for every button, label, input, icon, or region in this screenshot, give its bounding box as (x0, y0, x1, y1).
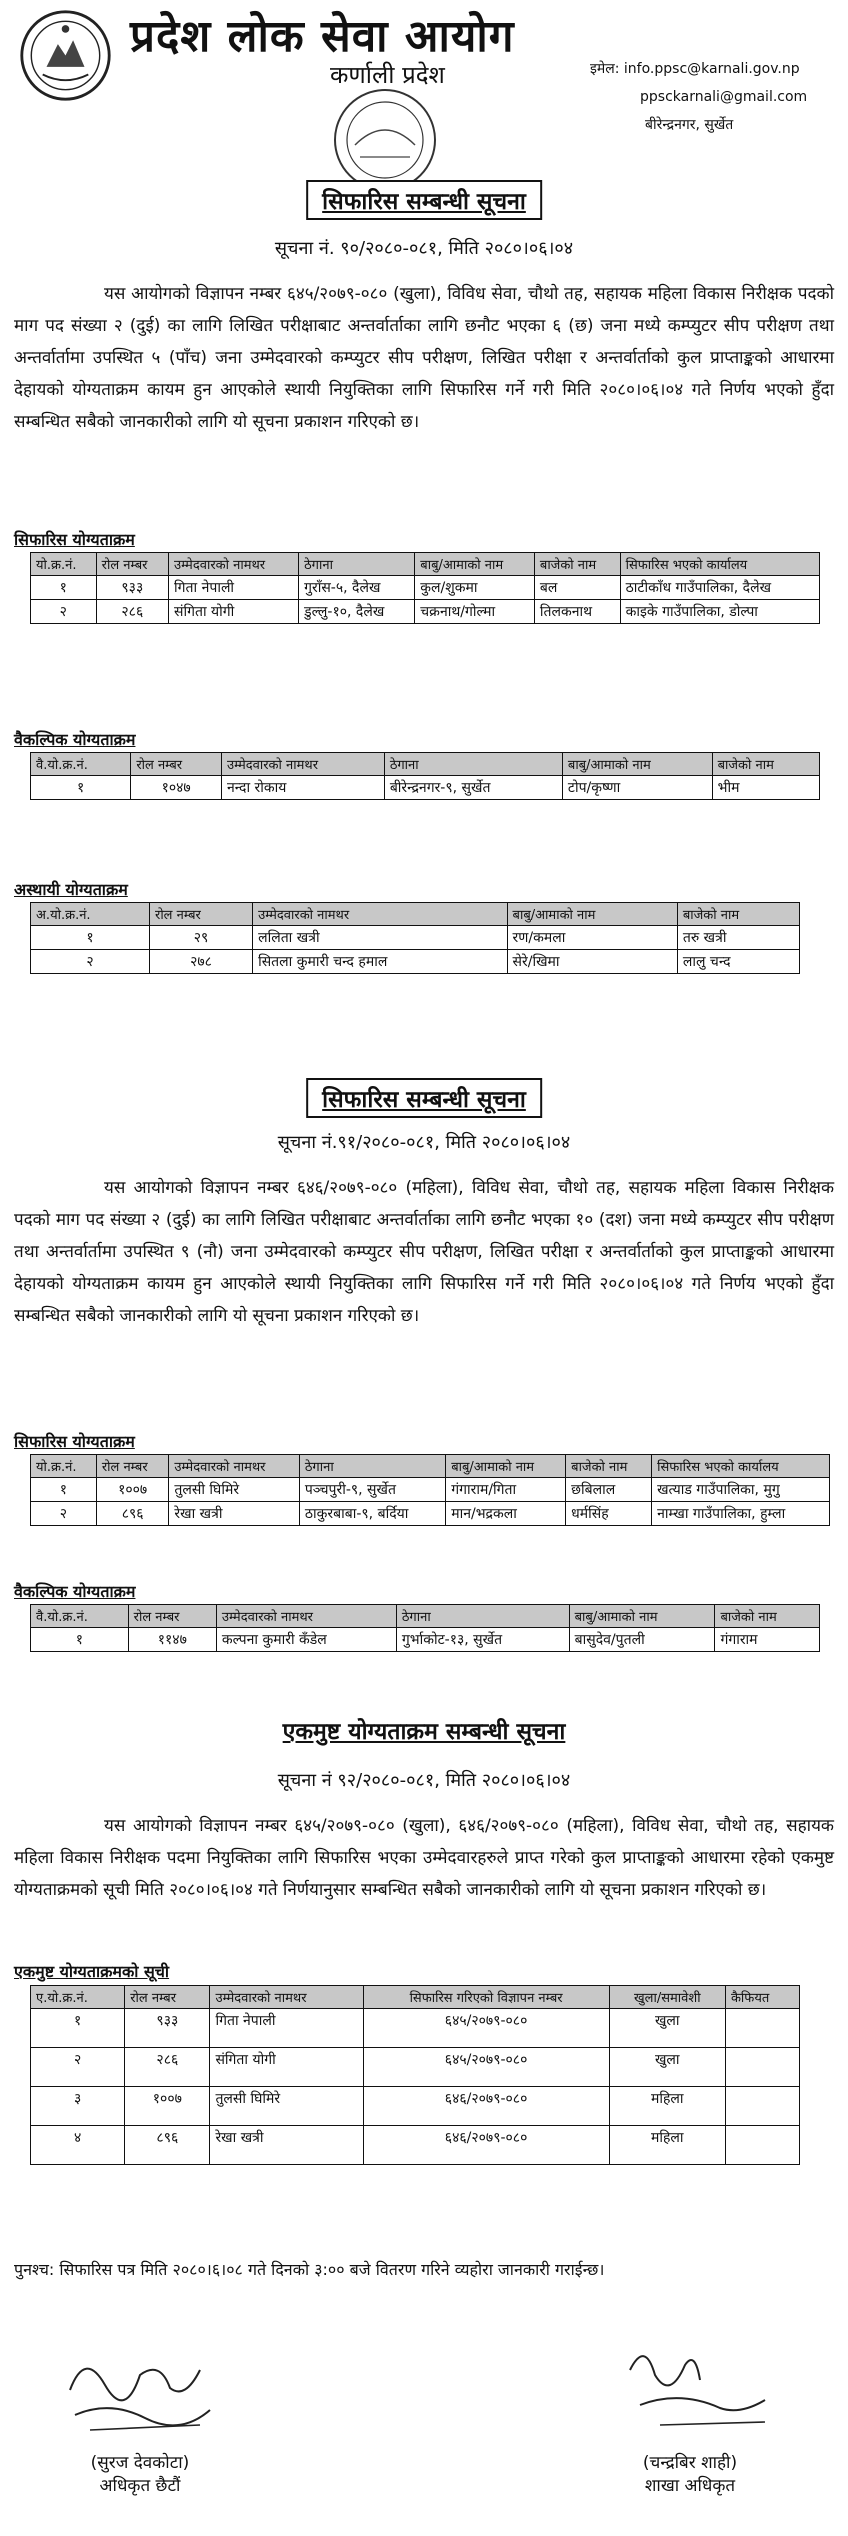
handwritten-signature-icon (50, 2330, 230, 2450)
table-row (31, 950, 800, 974)
email-secondary: ppsckarnali@gmail.com (640, 89, 808, 105)
table-cell: कुल/शुकमा (415, 576, 535, 600)
table-cell: ठाकुरबाबा-९, बर्दिया (299, 1502, 445, 1526)
table-row (31, 2087, 800, 2126)
notice1-body: यस आयोगको विज्ञापन नम्बर ६४५/२०७९-०८० (खुला), विविध सेवा, चौथो तह, सहायक महिला विकास निरीक्षक पदको माग पद संख्या २ (दुई) का लागि लिखित परीक्षाबाट अन्तर्वार्ताका लागि छनौट भएका ६ (छ) जना मध्ये कम्प्युटर सीप परीक्षण तथा अन्तर्वार्तामा उपस्थित ५ (पाँच) जना उम्मेदवारको कम्प्युटर सीप परीक्षण, लिखित परीक्षा र अन्तर्वार्ताको कुल प्राप्ताङ्कको आधारमा देहायको योग्यताक्रम कायम हुन आएकोले स्थायी नियुक्तिका लागि सिफारिस गर्ने गरी मिति २०८०।०६।०४ गते निर्णय भएको हुँदा सम्बन्धित सबैको जानकारीको लागि यो सूचना प्रकाशन गरिएको छ। (14, 284, 834, 432)
table-cell: खत्याड गाउँपालिका, मुगु (652, 1478, 830, 1502)
table-cell: सेरे/खिमा (507, 950, 677, 974)
province-name: कर्णाली प्रदेश (330, 61, 445, 89)
table-cell: रण/कमला (507, 926, 677, 950)
table-row (31, 2009, 800, 2048)
signatory-left-name: (सुरज देवकोटा) (90, 2453, 190, 2473)
org-name: प्रदेश लोक सेवा आयोग (130, 11, 515, 62)
column-header: बाबु/आमाको नाम (415, 553, 535, 576)
letterhead (0, 0, 848, 170)
table-cell: काइके गाउँपालिका, डोल्पा (620, 600, 819, 624)
table-cell: ६४६/२०७९-०८० (363, 2087, 609, 2126)
column-header: बाजेको नाम (715, 1605, 820, 1628)
notice2-body: यस आयोगको विज्ञापन नम्बर ६४६/२०७९-०८० (महिला), विविध सेवा, चौथो तह, सहायक महिला विकास निरीक्षक पदको माग पद संख्या २ (दुई) का लागि लिखित परीक्षाबाट अन्तर्वार्ताका लागि छनौट भएका १० (दश) जना मध्ये कम्प्युटर सीप परीक्षण तथा अन्तर्वार्तामा उपस्थित ९ (नौ) जना उम्मेदवारको कम्प्युटर सीप परीक्षण, लिखित परीक्षा र अन्तर्वार्ताको कुल प्राप्ताङ्कको आधारमा देहायको योग्यताक्रम कायम हुन आएकोले स्थायी नियुक्तिका लागि सिफारिस गर्ने गरी मिति २०८०।०६।०४ गते निर्णय भएको हुँदा सम्बन्धित सबैको जानकारीको लागि यो सूचना प्रकाशन गरिएको छ। (14, 1178, 834, 1326)
table-cell: ३ (31, 2087, 125, 2126)
table-cell: बीरेन्द्रनगर-९, सुर्खेत (384, 776, 562, 800)
column-header: बाजेको नाम (534, 553, 620, 576)
table-cell: १ (31, 576, 97, 600)
column-header: अ.यो.क्र.नं. (31, 903, 150, 926)
column-header: यो.क्र.नं. (31, 1455, 97, 1478)
office-seal-icon (330, 85, 440, 195)
column-header: बाबु/आमाको नाम (569, 1605, 715, 1628)
notice1-temp-table (30, 902, 800, 974)
table-cell: रेखा खत्री (169, 1502, 299, 1526)
table-cell: ९३३ (96, 576, 168, 600)
table-header-row (31, 1455, 830, 1478)
table-cell: महिला (609, 2126, 725, 2165)
column-header: बाजेको नाम (566, 1455, 652, 1478)
table-cell: संगिता योगी (210, 2048, 363, 2087)
table-cell: ६४५/२०७९-०८० (363, 2048, 609, 2087)
table-cell: तुलसी घिमिरे (169, 1478, 299, 1502)
notice2-alt-table (30, 1604, 820, 1652)
table-header-row (31, 903, 800, 926)
column-header: सिफारिस गरिएको विज्ञापन नम्बर (363, 1986, 609, 2009)
table-cell: खुला (609, 2009, 725, 2048)
table-cell: महिला (609, 2087, 725, 2126)
table-cell: ८९६ (96, 1502, 169, 1526)
column-header: ठेगाना (396, 1605, 569, 1628)
table-cell: १ (31, 776, 131, 800)
table-cell: गंगाराम/गिता (446, 1478, 566, 1502)
column-header: रोल नम्बर (96, 1455, 169, 1478)
table-cell: ललिता खत्री (253, 926, 507, 950)
table-cell: गुराँस-५, दैलेख (299, 576, 415, 600)
table-row (31, 926, 800, 950)
column-header: यो.क्र.नं. (31, 553, 97, 576)
column-header: रोल नम्बर (150, 903, 253, 926)
table-cell: लालु चन्द (677, 950, 799, 974)
table-cell: १०४७ (131, 776, 222, 800)
table-cell: गंगाराम (715, 1628, 820, 1652)
table-cell: २९ (150, 926, 253, 950)
notice1-rec-table (30, 552, 820, 624)
table-cell: १००७ (125, 2087, 210, 2126)
column-header: उम्मेदवारको नामथर (210, 1986, 363, 2009)
notice2-title: सिफारिस सम्बन्धी सूचना (306, 1078, 542, 1118)
table-row (31, 2126, 800, 2165)
table-cell: तुलसी घिमिरे (210, 2087, 363, 2126)
table-cell: १ (31, 1478, 97, 1502)
signature-block-right (590, 2330, 790, 2496)
table-cell: बल (534, 576, 620, 600)
table-row (31, 776, 820, 800)
table-cell: टोप/कृष्णा (562, 776, 712, 800)
column-header: वै.यो.क्र.नं. (31, 1605, 129, 1628)
table-row (31, 1502, 830, 1526)
table-row (31, 1628, 820, 1652)
column-header: बाजेको नाम (677, 903, 799, 926)
handwritten-signature-icon (600, 2330, 780, 2450)
contact-block (590, 55, 807, 139)
table-cell: नाम्खा गाउँपालिका, हुम्ला (652, 1502, 830, 1526)
table-cell: ठाटीकाँध गाउँपालिका, दैलेख (620, 576, 819, 600)
table-cell: पञ्चपुरी-९, सुर्खेत (299, 1478, 445, 1502)
table-cell: २ (31, 950, 150, 974)
notice1-title: सिफारिस सम्बन्धी सूचना (306, 180, 542, 220)
table-cell: १ (31, 926, 150, 950)
notice1-rec-label: सिफारिस योग्यताक्रम (14, 530, 135, 549)
notice3-list-label: एकमुष्ट योग्यताक्रमको सूची (14, 1962, 170, 1981)
column-header: उम्मेदवारको नामथर (253, 903, 507, 926)
office-address: बीरेन्द्रनगर, सुर्खेत (645, 117, 734, 133)
column-header: उम्मेदवारको नामथर (216, 1605, 396, 1628)
table-cell: तिलकनाथ (534, 600, 620, 624)
table-header-row (31, 753, 820, 776)
table-cell: ६४६/२०७९-०८० (363, 2126, 609, 2165)
column-header: खुला/समावेशी (609, 1986, 725, 2009)
table-cell: ९३३ (125, 2009, 210, 2048)
notice3-title: एकमुष्ट योग्यताक्रम सम्बन्धी सूचना (269, 1712, 580, 1748)
email-label: इमेल: (590, 61, 620, 77)
column-header: रोल नम्बर (131, 753, 222, 776)
nepal-emblem-icon (18, 8, 113, 103)
postscript: पुनश्च: सिफारिस पत्र मिति २०८०।६।०८ गते दिनको ३:०० बजे वितरण गरिने व्यहोरा जानकारी गराईन्छ। (14, 2260, 605, 2279)
table-cell (725, 2087, 799, 2126)
column-header: सिफारिस भएको कार्यालय (620, 553, 819, 576)
table-cell: २ (31, 2048, 125, 2087)
table-cell: ११४७ (128, 1628, 216, 1652)
table-cell: २ (31, 1502, 97, 1526)
table-cell (725, 2048, 799, 2087)
table-cell: ८९६ (125, 2126, 210, 2165)
notice3-list-table (30, 1985, 800, 2165)
table-cell: सितला कुमारी चन्द हमाल (253, 950, 507, 974)
table-cell: कल्पना कुमारी कँडेल (216, 1628, 396, 1652)
notice2-alt-label: वैकल्पिक योग्यताक्रम (14, 1582, 136, 1601)
table-cell: रेखा खत्री (210, 2126, 363, 2165)
column-header: बाबु/आमाको नाम (562, 753, 712, 776)
table-cell: १००७ (96, 1478, 169, 1502)
table-cell: २८६ (96, 600, 168, 624)
column-header: उम्मेदवारको नामथर (169, 553, 299, 576)
signatory-right-designation: शाखा अधिकृत (644, 2476, 736, 2496)
table-cell: मान/भद्रकला (446, 1502, 566, 1526)
table-cell: ४ (31, 2126, 125, 2165)
table-cell (725, 2126, 799, 2165)
column-header: सिफारिस भएको कार्यालय (652, 1455, 830, 1478)
table-cell: २ (31, 600, 97, 624)
column-header: ठेगाना (299, 553, 415, 576)
table-cell: भीम (712, 776, 819, 800)
column-header: रोल नम्बर (96, 553, 168, 576)
email-primary: info.ppsc@karnali.gov.np (623, 61, 800, 77)
table-cell: चक्रनाथ/गोल्मा (415, 600, 535, 624)
column-header: ठेगाना (384, 753, 562, 776)
column-header: ए.यो.क्र.नं. (31, 1986, 125, 2009)
notice1-alt-table (30, 752, 820, 800)
table-cell: संगिता योगी (169, 600, 299, 624)
column-header: वै.यो.क्र.नं. (31, 753, 131, 776)
table-cell: बासुदेव/पुतली (569, 1628, 715, 1652)
table-cell: डुल्लु-१०, दैलेख (299, 600, 415, 624)
table-cell: तरु खत्री (677, 926, 799, 950)
column-header: रोल नम्बर (128, 1605, 216, 1628)
table-cell: धर्मसिंह (566, 1502, 652, 1526)
notice1-alt-label: वैकल्पिक योग्यताक्रम (14, 730, 136, 749)
notice1-number: सूचना नं. ९०/२०८०-०८१, मिति २०८०।०६।०४ (274, 238, 574, 259)
table-cell: गिता नेपाली (169, 576, 299, 600)
notice2-rec-table (30, 1454, 830, 1526)
notice2-rec-label: सिफारिस योग्यताक्रम (14, 1432, 135, 1451)
column-header: बाजेको नाम (712, 753, 819, 776)
signatory-right-name: (चन्द्रबिर शाही) (642, 2453, 738, 2473)
column-header: बाबु/आमाको नाम (507, 903, 677, 926)
table-header-row (31, 553, 820, 576)
table-row (31, 1478, 830, 1502)
notice3-number: सूचना नं ९२/२०८०-०८१, मिति २०८०।०६।०४ (277, 1770, 571, 1791)
table-cell: गिता नेपाली (210, 2009, 363, 2048)
table-header-row (31, 1986, 800, 2009)
table-cell: १ (31, 1628, 129, 1652)
table-row (31, 2048, 800, 2087)
column-header: रोल नम्बर (125, 1986, 210, 2009)
table-cell: गुर्भाकोट-१३, सुर्खेत (396, 1628, 569, 1652)
table-cell (725, 2009, 799, 2048)
table-cell: छबिलाल (566, 1478, 652, 1502)
table-row (31, 600, 820, 624)
notice1-temp-label: अस्थायी योग्यताक्रम (14, 880, 128, 899)
column-header: कैफियत (725, 1986, 799, 2009)
notice2-number: सूचना नं.९१/२०८०-०८१, मिति २०८०।०६।०४ (277, 1132, 571, 1153)
signature-block-left (40, 2330, 240, 2496)
column-header: बाबु/आमाको नाम (446, 1455, 566, 1478)
table-cell: २८६ (125, 2048, 210, 2087)
table-cell: ६४५/२०७९-०८० (363, 2009, 609, 2048)
signatory-left-designation: अधिकृत छैटौं (99, 2476, 181, 2496)
table-cell: नन्दा रोकाय (221, 776, 384, 800)
column-header: उम्मेदवारको नामथर (221, 753, 384, 776)
table-cell: २७८ (150, 950, 253, 974)
column-header: ठेगाना (299, 1455, 445, 1478)
table-row (31, 576, 820, 600)
table-header-row (31, 1605, 820, 1628)
table-cell: खुला (609, 2048, 725, 2087)
notice3-body: यस आयोगको विज्ञापन नम्बर ६४५/२०७९-०८० (खुला), ६४६/२०७९-०८० (महिला), विविध सेवा, चौथो तह, सहायक महिला विकास निरीक्षक पदमा नियुक्तिका लागि सिफारिस भएका उम्मेदवारहरुले प्राप्त गरेको कुल प्राप्ताङ्कको आधारमा रहेको एकमुष्ट योग्यताक्रमको सूची मिति २०८०।०६।०४ गते निर्णयानुसार सम्बन्धित सबैको जानकारीको लागि यो सूचना प्रकाशन गरिएको छ। (14, 1816, 834, 1900)
table-cell: १ (31, 2009, 125, 2048)
column-header: उम्मेदवारको नामथर (169, 1455, 299, 1478)
